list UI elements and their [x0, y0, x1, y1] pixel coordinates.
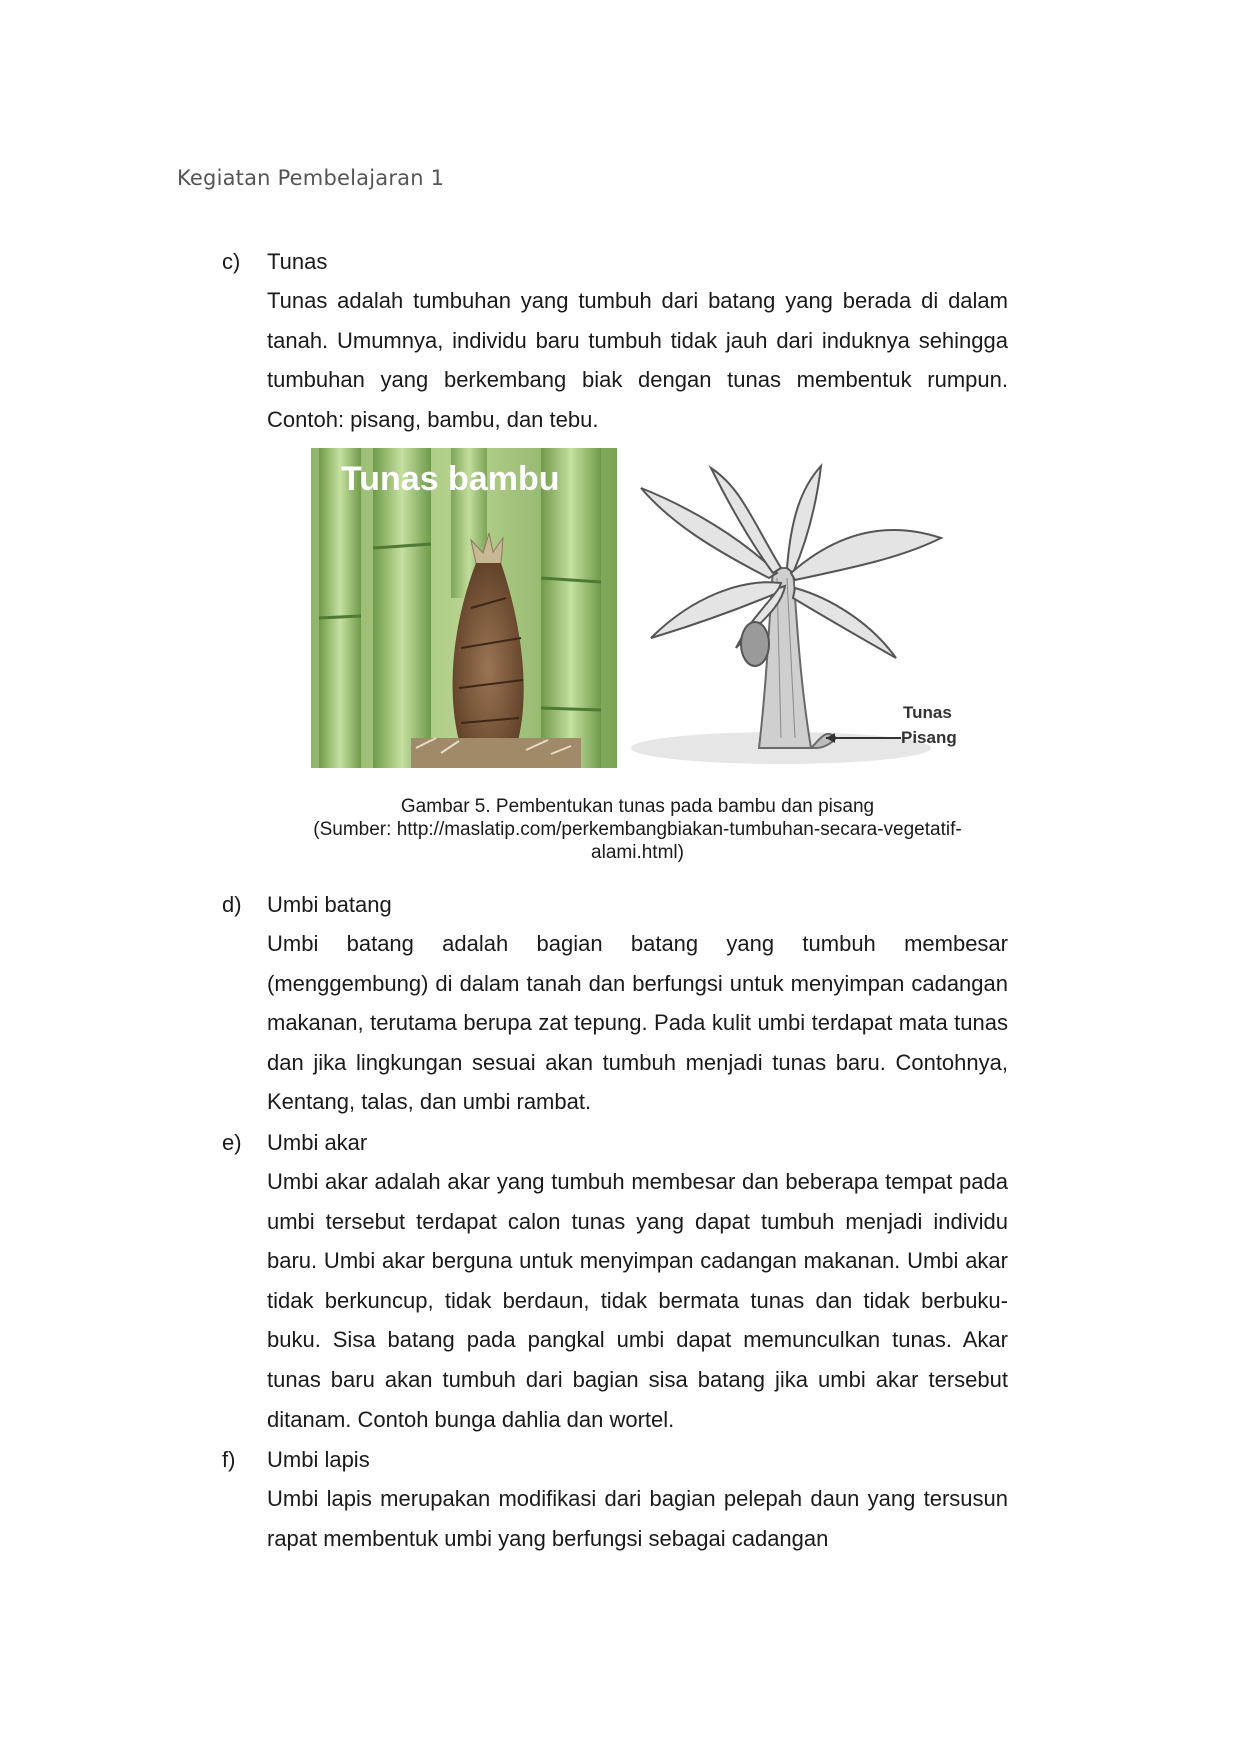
figure-caption-title: Gambar 5. Pembentukan tunas pada bambu dan pisang [400, 796, 875, 817]
banana-plant-illustration [617, 448, 957, 768]
section-f-marker: f) [222, 1447, 236, 1472]
section-d-title: Umbi batang [267, 892, 392, 917]
figure-caption-source-line2: alami.html) [591, 842, 684, 863]
section-e-title: Umbi akar [267, 1130, 368, 1155]
section-d-marker: d) [222, 892, 242, 917]
bamboo-shoot-photo [311, 448, 617, 768]
section-c-title: Tunas [267, 249, 328, 274]
section-e-marker: e) [222, 1130, 242, 1155]
section-e-body: Umbi akar adalah akar yang tumbuh membesar dan beberapa tempat pada umbi tersebut terdapat calon tunas yang dapat tumbuh menjadi individu baru. Umbi akar berguna untuk menyimpan cadangan makanan. Umbi akar tidak berkuncup, tidak berdaun, tidak bermata tunas dan tidak berbuku-buku. Sisa batang pada pangkal umbi dapat memunculkan tunas. Akar tunas baru akan tumbuh dari bagian sisa batang jika umbi akar tersebut ditanam. Contoh bunga dahlia dan wortel. [267, 1169, 1008, 1432]
figure-illustration [311, 448, 957, 768]
banana-label-line2: Pisang [901, 728, 957, 747]
banana-label-line1: Tunas [903, 703, 952, 722]
figure-5 [311, 448, 957, 768]
section-f-body: Umbi lapis merupakan modifikasi dari bagian pelepah daun yang tersusun rapat membentuk umbi yang berfungsi sebagai cadangan [267, 1486, 1008, 1551]
section-d-body: Umbi batang adalah bagian batang yang tumbuh membesar (menggembung) di dalam tanah dan berfungsi untuk menyimpan cadangan makanan, terutama berupa zat tepung. Pada kulit umbi terdapat mata tunas dan jika lingkungan sesuai akan tumbuh menjadi tunas baru. Contohnya, Kentang, talas, dan umbi rambat. [267, 931, 1008, 1115]
bamboo-label: Tunas bambu [341, 460, 560, 498]
page-header: Kegiatan Pembelajaran 1 [177, 166, 445, 190]
section-f-title: Umbi lapis [267, 1447, 370, 1472]
figure-caption-source-line1: (Sumber: http://maslatip.com/perkembangbiakan-tumbuhan-secara-vegetatif- [313, 819, 962, 840]
section-c-body: Tunas adalah tumbuhan yang tumbuh dari batang yang berada di dalam tanah. Umumnya, individu baru tumbuh tidak jauh dari induknya sehingga tumbuhan yang berkembang biak dengan tunas membentuk rumpun. Contoh: pisang, bambu, dan tebu. [267, 288, 1008, 432]
section-c-marker: c) [222, 249, 241, 274]
